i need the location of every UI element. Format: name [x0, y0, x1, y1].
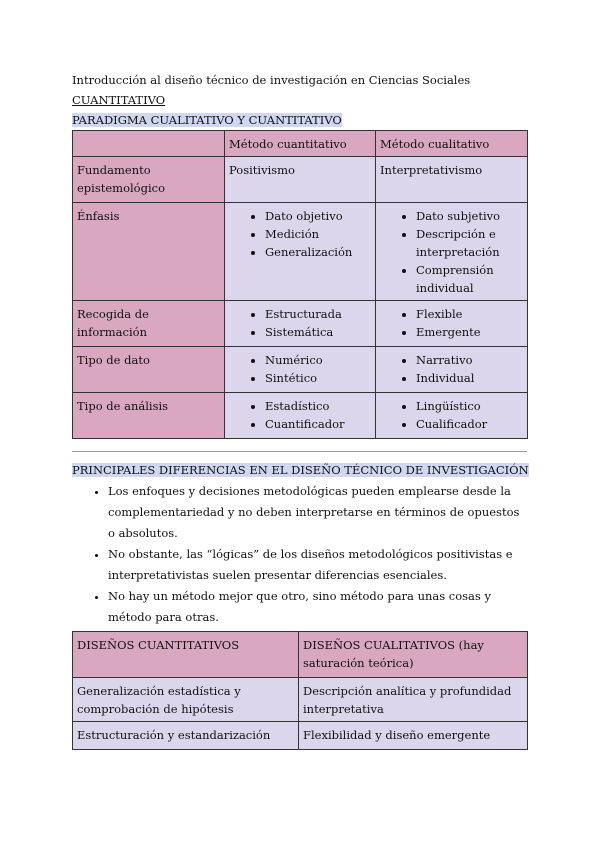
paradigm-table-corner-cell: [73, 131, 225, 157]
document-page: [72, 70, 528, 750]
designs-cell: Descripción analítica y profundidad interpretativa: [299, 678, 528, 722]
list-item: • Emergente: [416, 323, 523, 341]
designs-table-row: [73, 722, 528, 750]
designs-table-row: [73, 678, 528, 722]
list-item: • Narrativo: [416, 351, 523, 369]
paradigm-table-row: [73, 347, 528, 393]
list-item: • Lingüístico: [416, 397, 523, 415]
list-item: • Descripción e interpretación: [416, 225, 523, 261]
section-heading-differences: PRINCIPALES DIFERENCIAS EN EL DISEÑO TÉCNICO DE INVESTIGACIÓN: [72, 463, 529, 477]
list-item: • Numérico: [265, 351, 371, 369]
cell-quant: [225, 203, 376, 301]
list-item: • Generalización: [265, 243, 371, 261]
cell-quant: [225, 301, 376, 347]
list-item: • Estructurada: [265, 305, 371, 323]
paradigm-table-header-row: [73, 131, 528, 157]
cell-quant: [225, 393, 376, 439]
row-label: Tipo de análisis: [73, 393, 225, 439]
cell-qual: [376, 301, 528, 347]
paradigm-table-row: [73, 203, 528, 301]
list-item: • Estadístico: [265, 397, 371, 415]
cell-list: [380, 207, 523, 297]
list-item: • No obstante, las “lógicas” de los diseños metodológicos positivistas e interpretativistas suelen presentar diferencias esenciales.: [108, 544, 528, 586]
designs-header-cell: DISEÑOS CUALITATIVOS (hay saturación teórica): [299, 632, 528, 678]
list-item: • Sistemática: [265, 323, 371, 341]
designs-cell: Estructuración y estandarización: [73, 722, 299, 750]
list-item: • Medición: [265, 225, 371, 243]
list-item: • Sintético: [265, 369, 371, 387]
list-item: • Cualificador: [416, 415, 523, 433]
designs-cell: Generalización estadística y comprobación de hipótesis: [73, 678, 299, 722]
cell-quant: [225, 347, 376, 393]
differences-list: [72, 481, 528, 628]
paradigm-table-row: [73, 301, 528, 347]
list-item: • Individual: [416, 369, 523, 387]
designs-table-header-row: [73, 632, 528, 678]
document-title: Introducción al diseño técnico de investigación en Ciencias Sociales: [72, 73, 471, 87]
cell-list: [380, 305, 523, 341]
cell-list: [229, 305, 371, 341]
list-item: • Dato objetivo: [265, 207, 371, 225]
row-label: Recogida de información: [73, 301, 225, 347]
list-item: • No hay un método mejor que otro, sino método para unas cosas y método para otras.: [108, 586, 528, 628]
designs-cell: Flexibilidad y diseño emergente: [299, 722, 528, 750]
cell-list: [380, 397, 523, 433]
paradigm-table: [72, 130, 528, 439]
cell-qual: [376, 203, 528, 301]
section-heading-paradigm: PARADIGMA CUALITATIVO Y CUANTITATIVO: [72, 113, 342, 127]
paradigm-table-row: [73, 157, 528, 203]
paradigm-table-row: [73, 393, 528, 439]
cell-qual: [376, 347, 528, 393]
cell-text: Interpretativismo: [380, 163, 483, 177]
row-label: Énfasis: [73, 203, 225, 301]
cell-text: Positivismo: [229, 163, 295, 177]
col-header-quantitative: Método cuantitativo: [225, 131, 376, 157]
row-label: Fundamento epistemológico: [73, 157, 225, 203]
cell-quant: [225, 157, 376, 203]
designs-table: [72, 631, 528, 750]
cell-qual: [376, 393, 528, 439]
divider: [72, 451, 527, 452]
list-item: • Los enfoques y decisiones metodológicas pueden emplearse desde la complementariedad y no deben interpretarse en términos de opuestos o absolutos.: [108, 481, 528, 544]
cell-list: [380, 351, 523, 387]
list-item: • Comprensión individual: [416, 261, 523, 297]
cell-list: [229, 397, 371, 433]
row-label: Tipo de dato: [73, 347, 225, 393]
list-item: • Cuantificador: [265, 415, 371, 433]
list-item: • Dato subjetivo: [416, 207, 523, 225]
list-item: • Flexible: [416, 305, 523, 323]
col-header-qualitative: Método cualitativo: [376, 131, 528, 157]
document-subtitle: CUANTITATIVO: [72, 93, 166, 107]
designs-header-cell: DISEÑOS CUANTITATIVOS: [73, 632, 299, 678]
cell-list: [229, 351, 371, 387]
cell-qual: [376, 157, 528, 203]
cell-list: [229, 207, 371, 261]
